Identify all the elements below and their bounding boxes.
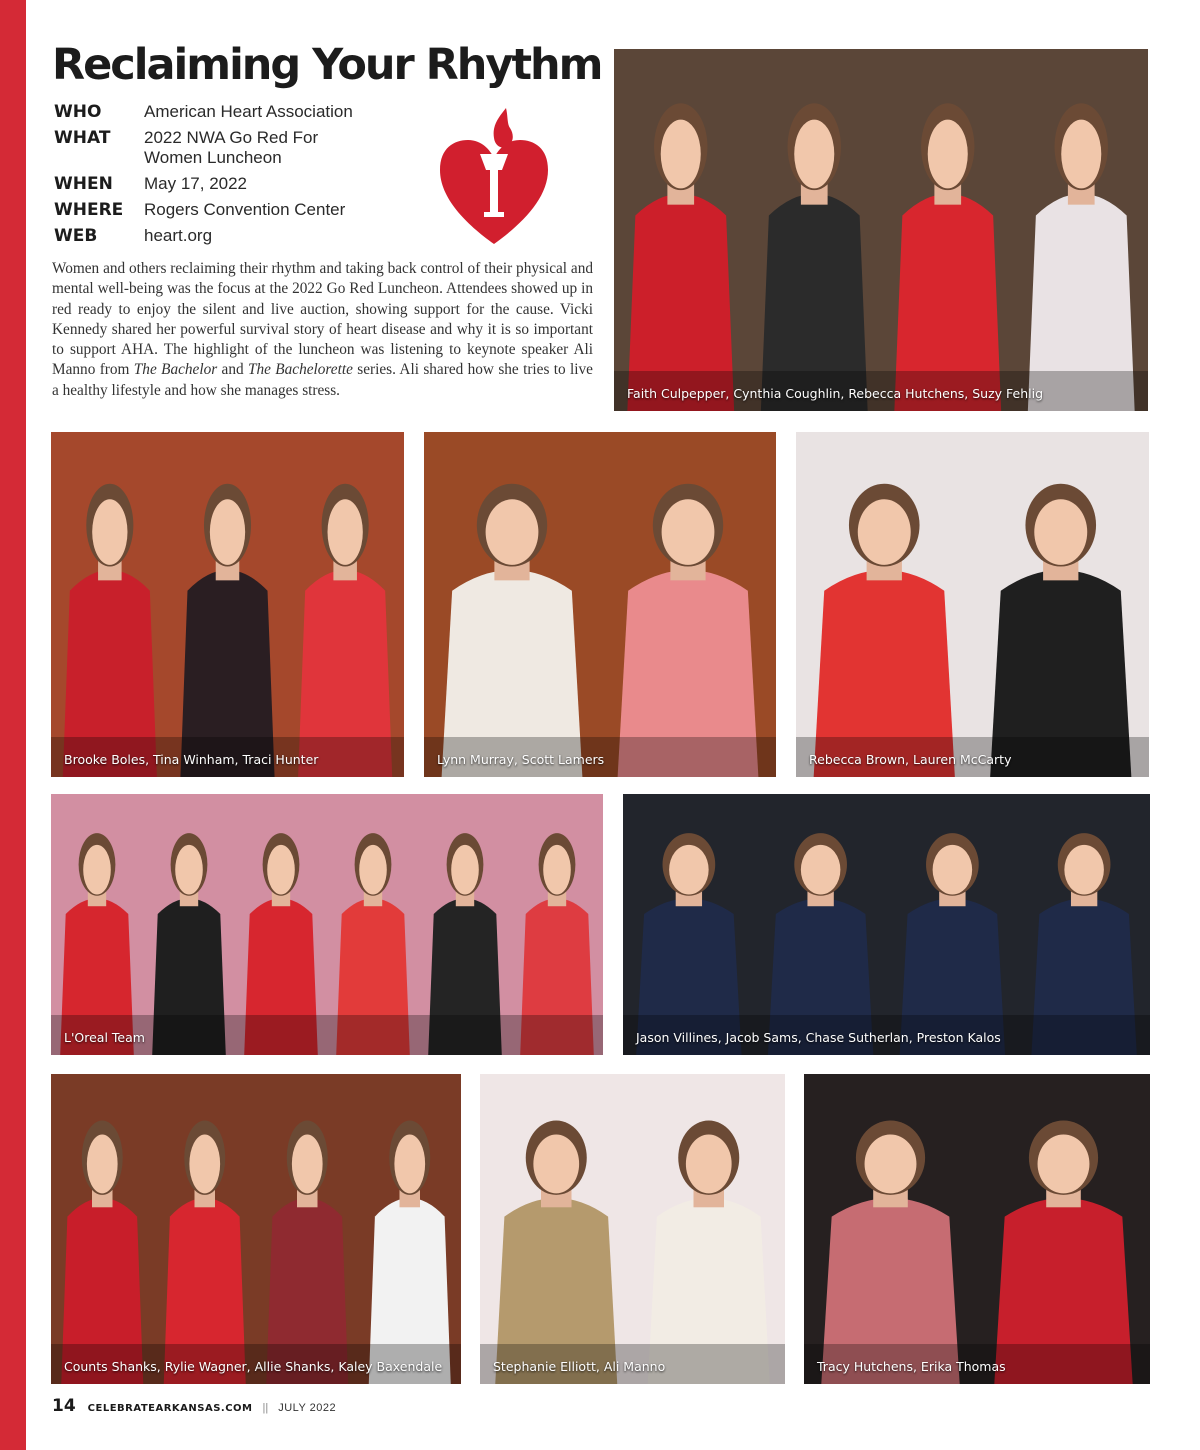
- person-face: [292, 1134, 323, 1193]
- person-face: [858, 499, 911, 565]
- person-face: [1038, 1134, 1090, 1193]
- person-face: [210, 499, 245, 565]
- photo-illustration: [623, 794, 1150, 1055]
- person-face: [92, 499, 127, 565]
- person-face: [175, 845, 203, 895]
- photo-1: [614, 49, 1148, 411]
- photo-caption: Rebecca Brown, Lauren McCarty: [809, 752, 1012, 767]
- person-face: [865, 1134, 917, 1193]
- fact-value: May 17, 2022: [144, 174, 248, 193]
- person-face: [486, 499, 539, 565]
- fact-label: WHO: [54, 102, 102, 122]
- red-edge-bar: [0, 0, 26, 1450]
- show-title: The Bachelor: [133, 361, 218, 379]
- person-face: [794, 120, 834, 189]
- fact-web: [54, 226, 434, 246]
- photo-illustration: [804, 1074, 1150, 1384]
- fact-value: Rogers Convention Center: [144, 200, 346, 219]
- person-face: [1061, 120, 1101, 189]
- torch-base: [484, 212, 504, 217]
- photo-caption: Brooke Boles, Tina Winham, Traci Hunter: [64, 752, 319, 767]
- body-text-3: series. Ali shared how she tries to live a healthy lifestyle and how she manages stress.: [52, 361, 593, 399]
- fact-label: WHEN: [54, 174, 113, 194]
- photo-5: [51, 794, 603, 1055]
- person-face: [801, 845, 841, 895]
- page-footer: [52, 1396, 336, 1416]
- person-face: [533, 1134, 579, 1193]
- photo-caption: Tracy Hutchens, Erika Thomas: [817, 1359, 1006, 1374]
- show-title: The Bachelorette: [248, 361, 353, 379]
- photo-illustration: [51, 794, 603, 1055]
- photo-caption: Stephanie Elliott, Ali Manno: [493, 1359, 666, 1374]
- photo-7: [51, 1074, 461, 1384]
- page-title: Reclaiming Your Rhythm: [52, 40, 602, 90]
- photo-illustration: [796, 432, 1149, 777]
- body-text-2: and: [217, 361, 248, 379]
- person-face: [543, 845, 571, 895]
- photo-caption: Faith Culpepper, Cynthia Coughlin, Rebecca Hutchens, Suzy Fehlig: [627, 386, 1044, 401]
- person-face: [1064, 845, 1104, 895]
- person-face: [394, 1134, 425, 1193]
- person-face: [1034, 499, 1087, 565]
- torch-stem: [490, 170, 498, 214]
- fact-value: 2022 NWA Go Red For Women Luncheon: [144, 128, 319, 167]
- person-face: [189, 1134, 220, 1193]
- photo-illustration: [424, 432, 776, 777]
- person-face: [933, 845, 973, 895]
- photo-illustration: [480, 1074, 785, 1384]
- fact-what: [54, 128, 434, 168]
- person-face: [267, 845, 295, 895]
- person-face: [83, 845, 111, 895]
- person-face: [359, 845, 387, 895]
- person-face: [686, 1134, 732, 1193]
- photo-caption: L'Oreal Team: [64, 1030, 145, 1045]
- photo-6: [623, 794, 1150, 1055]
- fact-value: American Heart Association: [144, 102, 353, 121]
- photo-illustration: [614, 49, 1148, 411]
- person-face: [451, 845, 479, 895]
- fact-when: [54, 174, 434, 194]
- fact-label: WHERE: [54, 200, 124, 220]
- fact-label: WEB: [54, 226, 98, 246]
- photo-2: [51, 432, 404, 777]
- photo-4: [796, 432, 1149, 777]
- heart-torch-logo: [436, 100, 552, 246]
- site-link[interactable]: CELEBRATEARKANSAS.COM: [87, 1403, 253, 1414]
- person-face: [328, 499, 363, 565]
- photo-caption: Jason Villines, Jacob Sams, Chase Sutherlan, Preston Kalos: [636, 1030, 1001, 1045]
- body-text-1: Women and others reclaiming their rhythm and taking back control of their physical and mental well-being was the focus at the 2022 Go Red Luncheon. Attendees showed up in red ready to enjoy the silent and live auction, showing support for the cause. Vicki Kennedy shared her powerful survival story of heart disease and why it is so important to support AHA. The highlight of the luncheon was listening to keynote speaker Ali Manno from: [52, 260, 593, 379]
- page-number: 14: [52, 1396, 76, 1416]
- person-face: [928, 120, 968, 189]
- photo-illustration: [51, 432, 404, 777]
- issue-date: JULY 2022: [278, 1402, 337, 1414]
- person-face: [661, 120, 701, 189]
- person-face: [662, 499, 715, 565]
- photo-3: [424, 432, 776, 777]
- article-body: [52, 259, 593, 401]
- fact-label: WHAT: [54, 128, 111, 148]
- torch-flame-icon: [494, 108, 513, 148]
- photo-9: [804, 1074, 1150, 1384]
- person-face: [87, 1134, 118, 1193]
- footer-separator: ||: [262, 1402, 269, 1414]
- event-facts: [54, 102, 434, 252]
- photo-illustration: [51, 1074, 461, 1384]
- photo-8: [480, 1074, 785, 1384]
- fact-who: [54, 102, 434, 122]
- fact-value[interactable]: heart.org: [144, 226, 213, 245]
- fact-where: [54, 200, 434, 220]
- person-face: [669, 845, 709, 895]
- photo-caption: Counts Shanks, Rylie Wagner, Allie Shanks, Kaley Baxendale: [64, 1359, 443, 1374]
- photo-caption: Lynn Murray, Scott Lamers: [437, 752, 605, 767]
